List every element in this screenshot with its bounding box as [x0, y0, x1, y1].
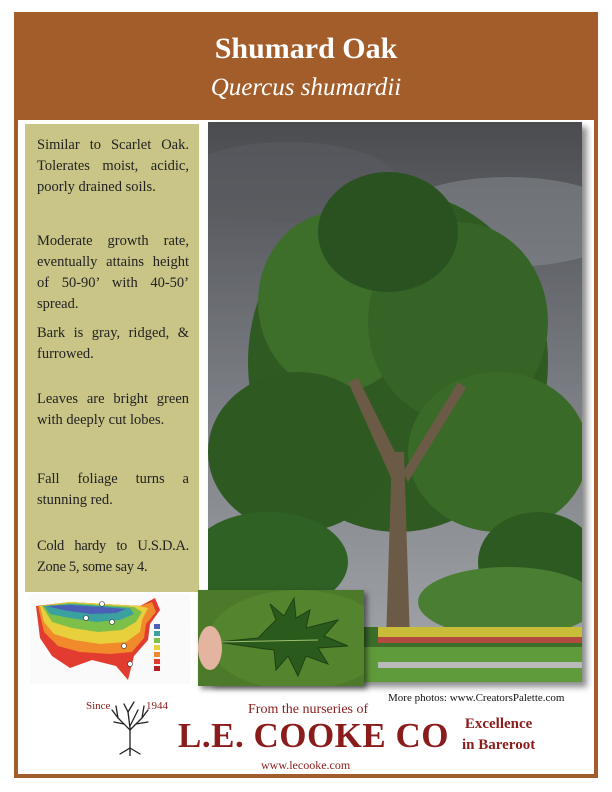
description-paragraph: Leaves are bright green with deeply cut lobes.: [37, 391, 189, 428]
photo-credit: More photos: www.CreatorsPalette.com: [388, 692, 565, 704]
since-text: Since: [86, 700, 111, 712]
description-sidebar: [25, 124, 199, 592]
page-frame: [14, 12, 598, 778]
tagline-line: Excellence: [464, 716, 533, 732]
header-banner: [18, 16, 594, 120]
description-paragraph: Similar to Scarlet Oak. Tolerates moist, acidic, poorly drained soils.: [37, 137, 189, 195]
description-paragraph: Cold hardy to U.S.D.A. Zone 5, some say 4.: [37, 538, 189, 575]
leaf-photo: [198, 590, 364, 686]
company-name: L.E. COOKE CO: [178, 716, 449, 755]
description-paragraph: Fall foliage turns a stunning red.: [37, 471, 189, 508]
tagline: [462, 714, 535, 756]
tagline-line: in Bareroot: [462, 737, 536, 753]
from-nurseries-text: From the nurseries of: [248, 702, 369, 717]
since-year: 1944: [146, 700, 168, 712]
description-paragraph: Moderate growth rate, eventually attains height of 50-90’ with 40-50’ spread.: [37, 233, 189, 312]
tree-logo-icon: [108, 700, 152, 756]
scientific-name: Quercus shumardii: [210, 74, 402, 101]
since-label: [86, 700, 168, 712]
page-title: Shumard Oak: [214, 32, 398, 65]
description-paragraph: Bark is gray, ridged, & furrowed.: [37, 325, 189, 362]
website-link[interactable]: www.lecooke.com: [261, 758, 351, 772]
hardiness-zone-map: [30, 594, 190, 684]
